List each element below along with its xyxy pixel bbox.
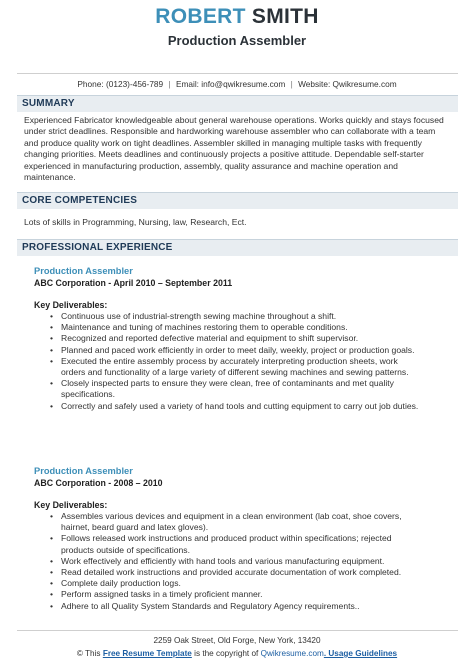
list-item: • Adhere to all Quality System Standards and Regulatory Agency requirements.. (34, 601, 424, 612)
list-item: • Complete daily production logs. (34, 578, 424, 589)
job-title: Production Assembler (34, 466, 133, 476)
contact-separator: | (290, 79, 293, 89)
competencies-heading: CORE COMPETENCIES (22, 195, 138, 206)
email-link[interactable]: Email: info@qwikresume.com (175, 79, 286, 89)
list-item: • Read detailed work instructions and provided accurate documentation of work completed. (34, 567, 424, 578)
last-name: SMITH (251, 5, 319, 28)
header-divider (17, 73, 458, 74)
usage-guidelines-link[interactable]: . Usage Guidelines (323, 649, 398, 658)
contact-line (0, 79, 474, 90)
summary-heading: SUMMARY (22, 98, 75, 109)
job-bullet-list (34, 311, 424, 412)
summary-section-header (17, 95, 458, 112)
experience-section-header (17, 239, 458, 256)
page-title: Production Assembler (167, 33, 307, 48)
list-item: • Executed the entire assembly process by accurately interpreting production sheets, work orders and functionality of a large variety of different sewing machines and sewing patterns. (34, 356, 424, 378)
job-title: Production Assembler (34, 266, 133, 276)
job-company-dates: ABC Corporation - April 2010 – September 2011 (34, 278, 233, 288)
credit-prefix: © This (76, 649, 101, 658)
list-item: • Closely inspected parts to ensure they were clean, free of contaminants and met quality specifications. (34, 378, 424, 400)
contact-separator: | (168, 79, 171, 89)
phone-text: Phone: (0123)-456-789 (77, 79, 164, 89)
job-company-dates: ABC Corporation - 2008 – 2010 (34, 478, 163, 488)
credit-middle: is the copyright of (194, 649, 259, 658)
qwikresume-link[interactable]: Qwikresume.com (260, 649, 324, 658)
list-item: • Maintenance and tuning of machines restoring them to operable conditions. (34, 322, 424, 333)
experience-heading: PROFESSIONAL EXPERIENCE (22, 242, 173, 253)
candidate-name (0, 4, 474, 30)
list-item: • Assembles various devices and equipment in a clean environment (lab coat, shoe covers, hairnet, beard guard and latex gloves). (34, 511, 424, 533)
footer-address: 2259 Oak Street, Old Forge, New York, 13420 (153, 636, 321, 645)
job-bullet-list (34, 511, 424, 612)
list-item: • Perform assigned tasks in a timely proficient manner. (34, 589, 424, 600)
list-item: • Correctly and safely used a variety of hand tools and cutting equipment to carry out job duties. (34, 401, 424, 412)
footer-divider (17, 630, 458, 631)
competencies-text: Lots of skills in Programming, Nursing, law, Research, Ect. (24, 217, 247, 227)
list-item: • Continuous use of industrial-strength sewing machine throughout a shift. (34, 311, 424, 322)
website-link[interactable]: Website: Qwikresume.com (298, 79, 397, 89)
footer-credit (0, 648, 474, 659)
list-item: • Planned and paced work efficiently in order to meet daily, weekly, project or production goals. (34, 345, 424, 356)
competencies-section-header (17, 192, 458, 209)
summary-text: Experienced Fabricator knowledgeable about general warehouse operations. Works quickly and stays focused under strict deadlines. Responsible and hardworking warehouse assembler who can collaborate with a team and produce quality work on tight deadlines. Assembler skilled in managing multiple tasks with frequently changing priorities. Meets deadlines and continuously projects a positive attitude. Dependable self-starter experienced in manufacturing production, assembly, quality assurance and machine operation and maintenance. (24, 115, 444, 183)
first-name: ROBERT (155, 5, 246, 28)
list-item: • Follows released work instructions and produced product within specifications; rejected products outside of specifications. (34, 533, 424, 555)
key-deliverables-label: Key Deliverables: (34, 300, 108, 310)
list-item: • Work effectively and efficiently with hand tools and various manufacturing equipment. (34, 556, 424, 567)
key-deliverables-label: Key Deliverables: (34, 500, 108, 510)
list-item: • Recognized and reported defective material and equipment to shift supervisor. (34, 333, 424, 344)
free-resume-template-link[interactable]: Free Resume Template (102, 649, 192, 658)
